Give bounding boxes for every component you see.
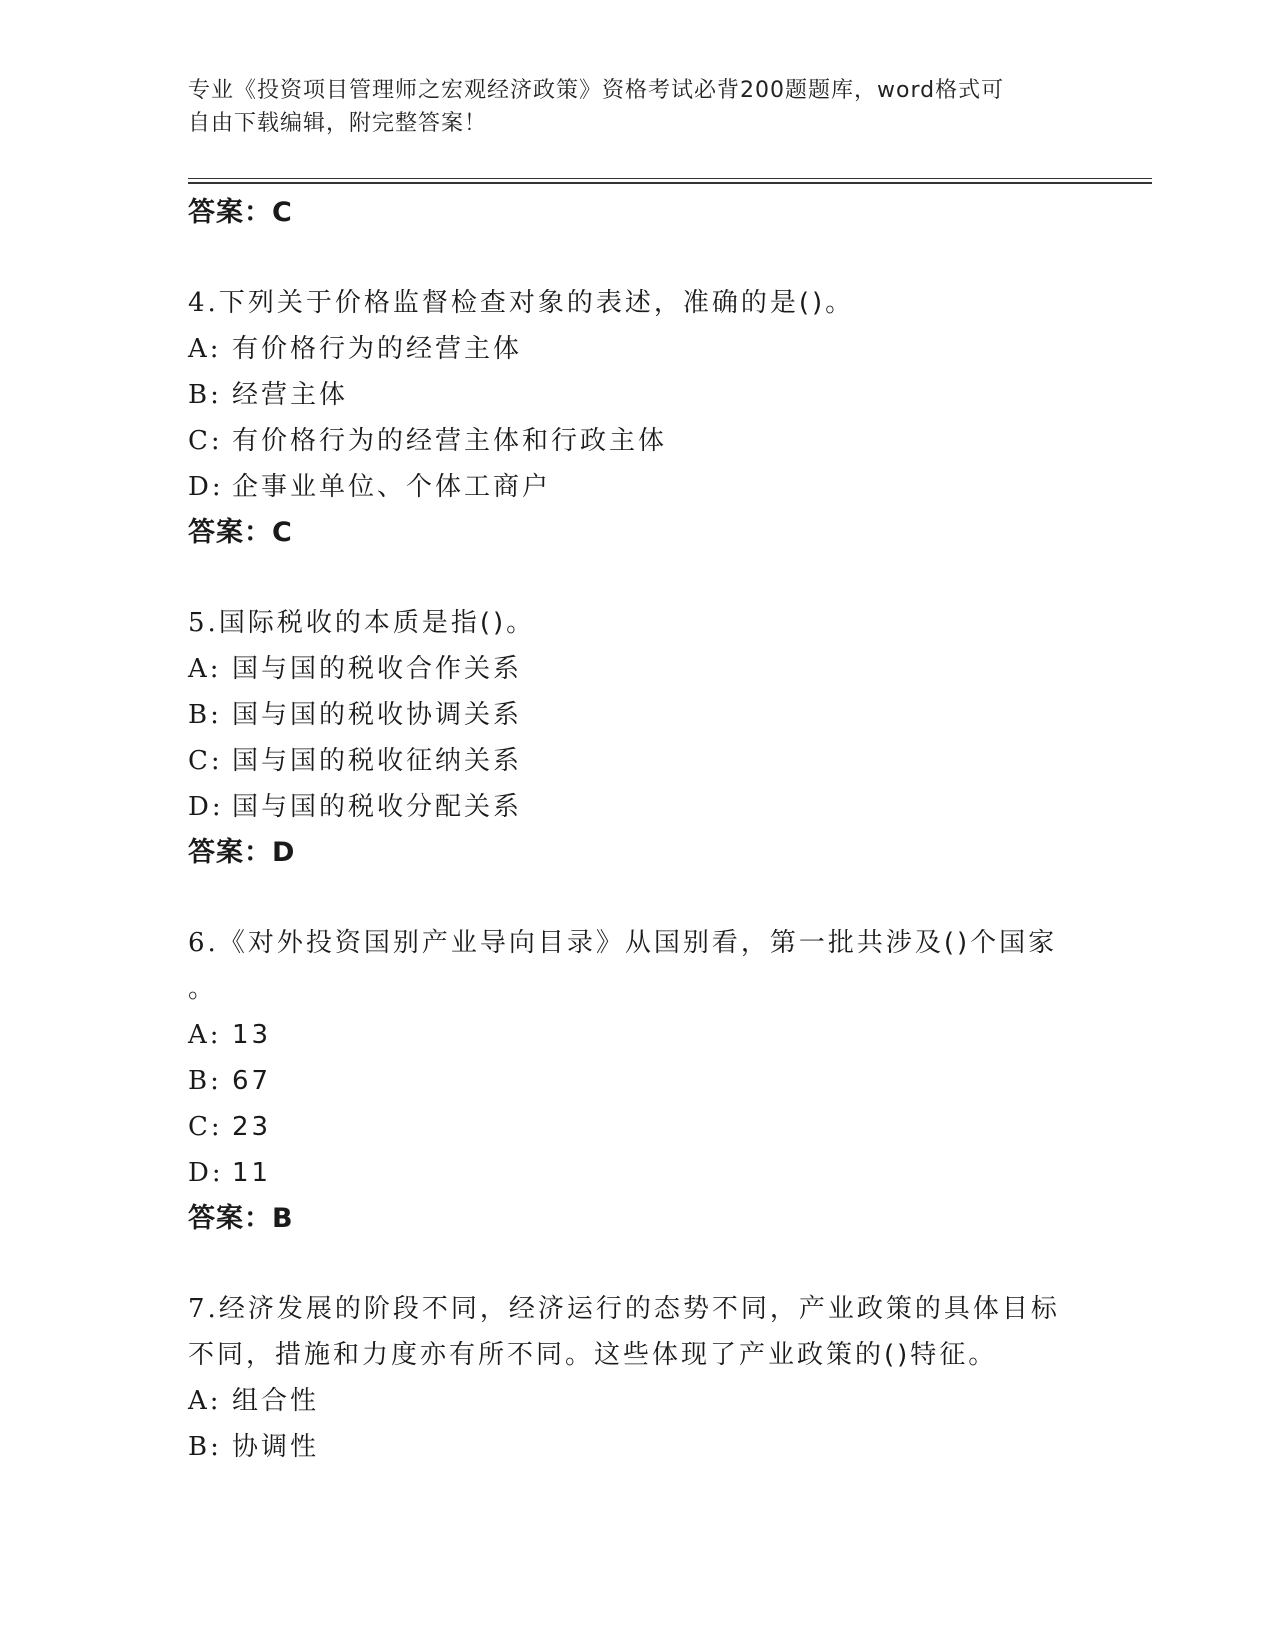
option-letter: A:: [188, 334, 222, 364]
question-text: 国际税收的本质是指()。: [218, 608, 536, 638]
option-d: [188, 784, 1088, 830]
header-divider-thick: [188, 182, 1152, 184]
question-4: [188, 280, 1088, 556]
option-letter: C:: [188, 426, 223, 456]
question-stem-continued: 不同，措施和力度亦有所不同。这些体现了产业政策的()特征。: [188, 1340, 998, 1370]
option-letter: D:: [188, 792, 224, 822]
question-number: 5.: [188, 608, 219, 638]
previous-answer: 答案：C: [188, 197, 293, 228]
option-b: [188, 692, 1088, 738]
option-d: [188, 1150, 1088, 1196]
option-a: [188, 326, 1088, 372]
option-text: 11: [232, 1158, 272, 1188]
question-5: [188, 600, 1088, 876]
option-text: 国与国的税收征纳关系: [232, 746, 523, 776]
option-letter: B:: [188, 380, 222, 410]
question-text: 经济发展的阶段不同，经济运行的态势不同，产业政策的具体目标: [218, 1294, 1060, 1324]
option-letter: A:: [188, 1386, 222, 1416]
option-text: 组合性: [232, 1386, 320, 1416]
option-text: 国与国的税收合作关系: [232, 654, 523, 684]
question-7: [188, 1286, 1088, 1470]
question-number: 6.: [188, 928, 219, 958]
question-text: 《对外投资国别产业导向目录》从国别看，第一批共涉及()个国家: [218, 928, 1058, 958]
option-text: 国与国的税收协调关系: [232, 700, 523, 730]
option-c: [188, 418, 1088, 464]
option-b: [188, 1058, 1088, 1104]
option-text: 有价格行为的经营主体和行政主体: [232, 426, 668, 456]
document-header: [188, 74, 1068, 140]
answer-line: 答案：C: [188, 517, 293, 548]
option-b: [188, 372, 1088, 418]
header-line-1: 专业《投资项目管理师之宏观经济政策》资格考试必背200题题库，word格式可: [188, 78, 1005, 103]
option-letter: A:: [188, 1020, 222, 1050]
option-text: 有价格行为的经营主体: [232, 334, 523, 364]
answer-line: 答案：D: [188, 837, 296, 868]
question-stem: [188, 600, 1088, 646]
option-letter: C:: [188, 1112, 223, 1142]
option-text: 经营主体: [232, 380, 349, 410]
question-6: [188, 920, 1088, 1242]
option-a: [188, 646, 1088, 692]
answer-line: 答案：B: [188, 1203, 294, 1234]
option-text: 企事业单位、个体工商户: [232, 472, 552, 502]
option-letter: D:: [188, 472, 224, 502]
option-text: 国与国的税收分配关系: [232, 792, 523, 822]
option-letter: D:: [188, 1158, 224, 1188]
question-number: 7.: [188, 1294, 219, 1324]
question-stem: [188, 920, 1088, 966]
question-stem-continued: 。: [188, 974, 218, 1004]
option-d: [188, 464, 1088, 510]
question-text: 下列关于价格监督检查对象的表述，准确的是()。: [218, 288, 855, 318]
option-letter: B:: [188, 1066, 222, 1096]
header-line-2: 自由下载编辑，附完整答案！: [188, 111, 488, 136]
option-letter: B:: [188, 1432, 222, 1462]
question-stem: [188, 280, 1088, 326]
header-divider-thin: [188, 178, 1152, 179]
option-text: 67: [232, 1066, 272, 1096]
option-c: [188, 1104, 1088, 1150]
question-list: [188, 190, 1088, 1470]
option-b: [188, 1424, 1088, 1470]
option-text: 13: [232, 1020, 272, 1050]
option-text: 23: [232, 1112, 272, 1142]
option-letter: C:: [188, 746, 223, 776]
option-a: [188, 1378, 1088, 1424]
option-a: [188, 1012, 1088, 1058]
question-number: 4.: [188, 288, 219, 318]
option-text: 协调性: [232, 1432, 320, 1462]
option-c: [188, 738, 1088, 784]
option-letter: A:: [188, 654, 222, 684]
option-letter: B:: [188, 700, 222, 730]
question-stem: [188, 1286, 1088, 1332]
